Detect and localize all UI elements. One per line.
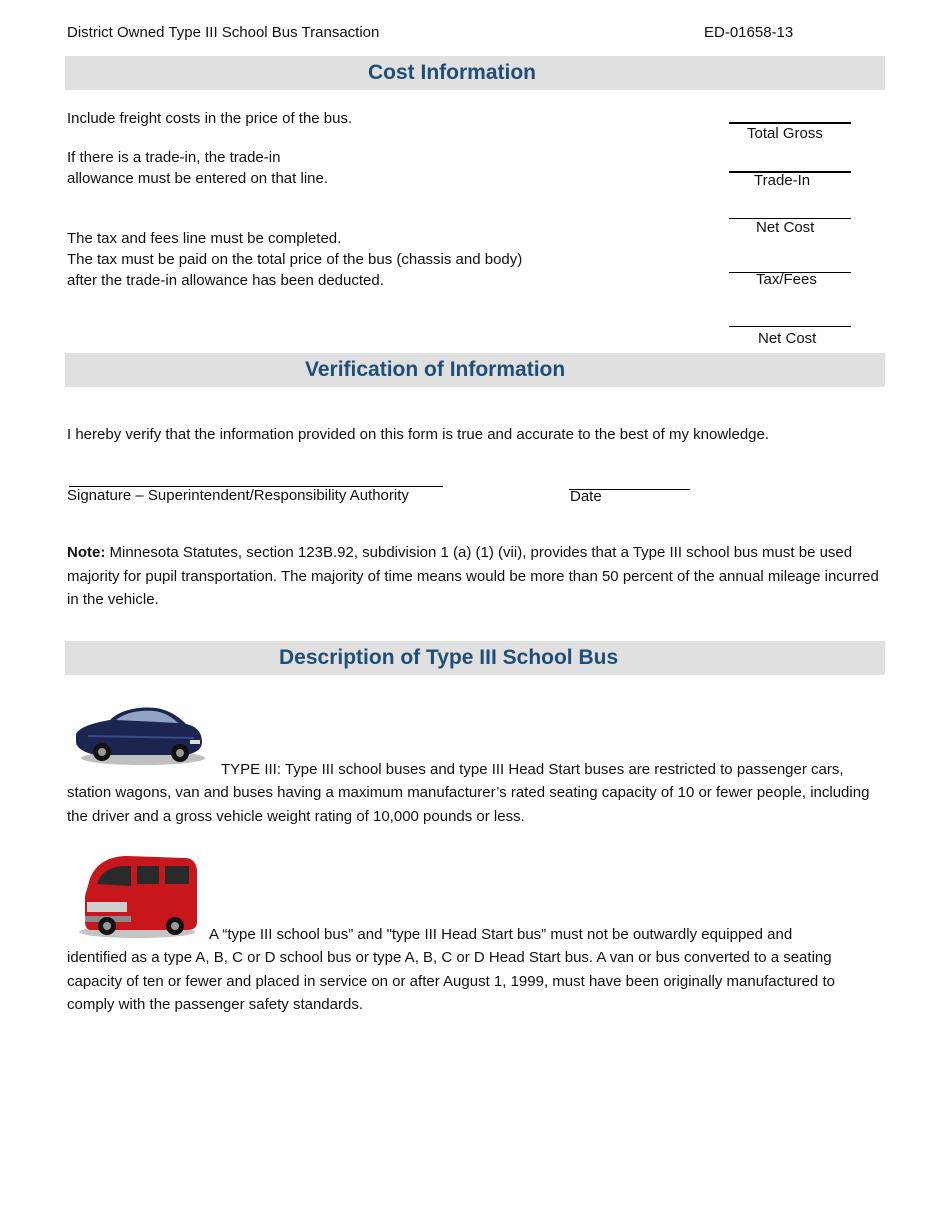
note-label: Note: (67, 544, 106, 561)
car-description-line1: TYPE III: Type III school buses and type III Head Start buses are restricted to passenger cars, (221, 761, 844, 778)
trade-in-instruction-line2: allowance must be entered on that line. (67, 170, 328, 187)
tax-instruction-line2: The tax must be paid on the total price of the bus (chassis and body) (67, 251, 523, 268)
description-section-title: Description of Type III School Bus (279, 646, 619, 669)
note-text: Minnesota Statutes, section 123B.92, subdivision 1 (a) (1) (vii), provides that a Type III school bus must be used majority for pupil transportation. The majority of time means would be more than 50 percent of the annual mileage incurred in the vehicle. (67, 544, 879, 608)
verification-section-title: Verification of Information (305, 358, 566, 381)
trade-in-label: Trade-In (754, 172, 811, 189)
passenger-van-image (67, 846, 207, 941)
statute-note (67, 541, 882, 612)
net-cost-label: Net Cost (756, 219, 815, 236)
cost-section-title: Cost Information (368, 61, 536, 84)
cost-section-band (65, 56, 885, 90)
van-description-rest: identified as a type A, B, C or D school bus or type A, B, C or D Head Start bus. A van or bus converted to a seating capacity of ten or fewer and placed in service on or after August 1, 1999, must have been originally manufactured to comply with the passenger safety standards. (67, 949, 835, 1013)
document-title: District Owned Type III School Bus Transaction (67, 24, 380, 41)
car-description-rest: station wagons, van and buses having a maximum manufacturer’s rated seating capacity of 10 or fewer people, including the driver and a gross vehicle weight rating of 10,000 pounds or less. (67, 784, 870, 825)
total-gross-label: Total Gross (747, 125, 823, 142)
final-net-cost-label: Net Cost (758, 330, 817, 347)
date-label: Date (570, 488, 602, 505)
tax-fees-label: Tax/Fees (756, 271, 817, 288)
tax-instruction-line1: The tax and fees line must be completed. (67, 230, 342, 247)
verification-statement: I hereby verify that the information provided on this form is true and accurate to the best of my knowledge. (67, 426, 770, 443)
tax-instruction-line3: after the trade-in allowance has been deducted. (67, 272, 384, 289)
trade-in-instruction-line1: If there is a trade-in, the trade-in (67, 149, 281, 166)
total-gross-line[interactable] (729, 122, 851, 124)
freight-instruction: Include freight costs in the price of the bus. (67, 110, 353, 127)
signature-label: Signature – Superintendent/Responsibility Authority (67, 487, 409, 504)
final-net-cost-line[interactable] (729, 326, 851, 327)
verification-section-band (65, 353, 885, 387)
van-description-line1: A “type III school bus” and "type III Head Start bus” must not be outwardly equipped and (209, 926, 793, 943)
description-section-band (65, 641, 885, 675)
document-code: ED-01658-13 (704, 24, 794, 41)
passenger-car-image (68, 698, 213, 770)
